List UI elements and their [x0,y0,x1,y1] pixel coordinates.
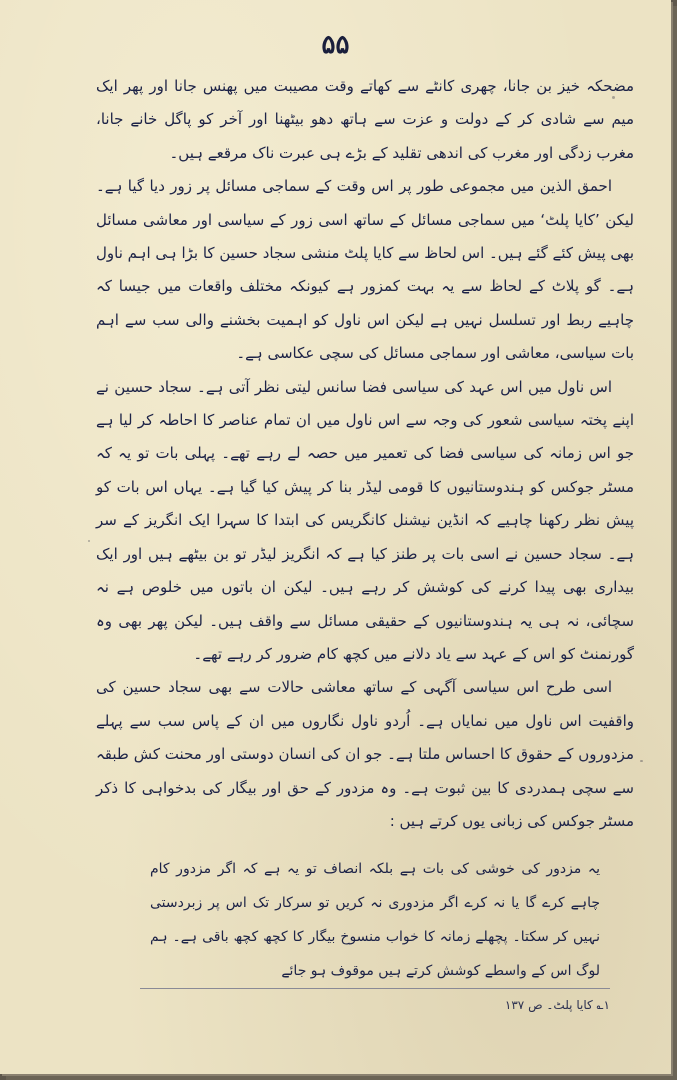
page-number: ۵۵ [321,30,350,60]
body-text [96,70,634,838]
paragraph-political-atmosphere: اس ناول میں اس عہد کی سیاسی فضا سانس لیتی نظر آتی ہے۔ سجاد حسین نے اپنے پختہ سیاسی شعور کی وجہ سے اس ناول میں ان تمام عناصر کا احاطہ کر لیا ہے جو اس زمانہ کی سیاسی فضا کی تعمیر میں حصہ لے رہے تھے۔ پہلی بات تو یہ کہ مسٹر جوکس کو ہندوستانیوں کا قومی لیڈر بنا کر پیش کیا گیا ہے۔ یہاں اس بات کو پیش نظر رکھنا چاہیے کہ انڈین نیشنل کانگریس کی ابتدا کا سہرا ایک انگریز کے سر ہے۔ سجاد حسین نے اسی بات پر طنز کیا ہے کہ انگریز لیڈر تو بن بیٹھے ہیں اور ایک بیداری بھی پیدا کرنے کی کوشش کر رہے ہیں۔ لیکن ان باتوں میں خلوص ہے نہ سچائی، نہ ہی یہ ہندوستانیوں کے حقیقی مسائل سے واقف ہیں۔ لیکن پھر بھی وہ گورنمنٹ کو اس کے عہد سے یاد دلانے میں کچھ کام ضرور کر رہے تھے۔ [96,377,634,663]
ink-speck [612,96,615,99]
paragraph-economic-conditions: اسی طرح اس سیاسی آگہی کے ساتھ معاشی حالات سے بھی سجاد حسین کی واقفیت اس ناول میں نمایاں ہے۔ اُردو ناول نگاروں میں ان کے پاس سب سے پہلے مزدوروں کے حقوق کا احساس ملتا ہے۔ جو ان کی انسان دوستی اور محنت کش طبقہ سے سچی ہمدردی کا بین ثبوت ہے۔ وہ مزدور کے حق اور بیگار کی بدخواہی کا ذکر مسٹر جوکس کی زبانی یوں کرتے ہیں : [96,678,634,830]
paragraph-continuation: مضحکہ خیز بن جانا، چھری کانٹے سے کھاتے وقت مصیبت میں پھنس جانا اور پھر ایک میم سے شادی کر کے دولت و عزت سے ہاتھ دھو بیٹھنا اور آخر کو پاگل خانے جانا، مغرب زدگی اور مغرب کی اندھی تقلید کے بڑے ہی عبرت ناک مرقعے ہیں۔ [96,77,634,162]
ink-speck [88,540,90,542]
block-quote: یہ مزدور کی خوشی کی بات ہے بلکہ انصاف تو یہ ہے کہ اگر مزدور کام چاہے کرے گا یا نہ کرے اگر مزدوری نہ کریں تو سرکار تک اس پر زبردستی نہیں کر سکتا۔ پچھلے زمانہ کا خواب منسوخ بیگار کا کچھ کچھ باقی ہے۔ ہم لوگ اس کے واسطے کوشش کرتے ہیں موقوف ہو جائے [150,861,600,979]
footnote-divider [140,988,610,989]
paragraph-social-issues: احمق الذین میں مجموعی طور پر اس وقت کے سماجی مسائل پر زور دیا گیا ہے۔ لیکن ’کایا پلٹ‘ میں سماجی مسائل کے ساتھ اسی زور کے سیاسی اور معاشی مسائل بھی پیش کئے گئے ہیں۔ اس لحاظ سے کایا پلٹ منشی سجاد حسین کا بڑا ہی اہم ناول ہے۔ گو پلاٹ کے لحاظ سے یہ بہت کمزور ہے کیونکہ مختلف واقعات میں جیسا کہ چاہیے ربط اور تسلسل نہیں ہے لیکن اس ناول کو اہمیت بخشنے والی سب سے اہم بات سیاسی، معاشی اور سماجی مسائل کی سچی عکاسی ہے۔ [96,177,634,363]
ink-speck [640,760,643,762]
footnote: ۱؎ کایا پلٹ۔ ص ۱۳۷ [504,998,610,1012]
